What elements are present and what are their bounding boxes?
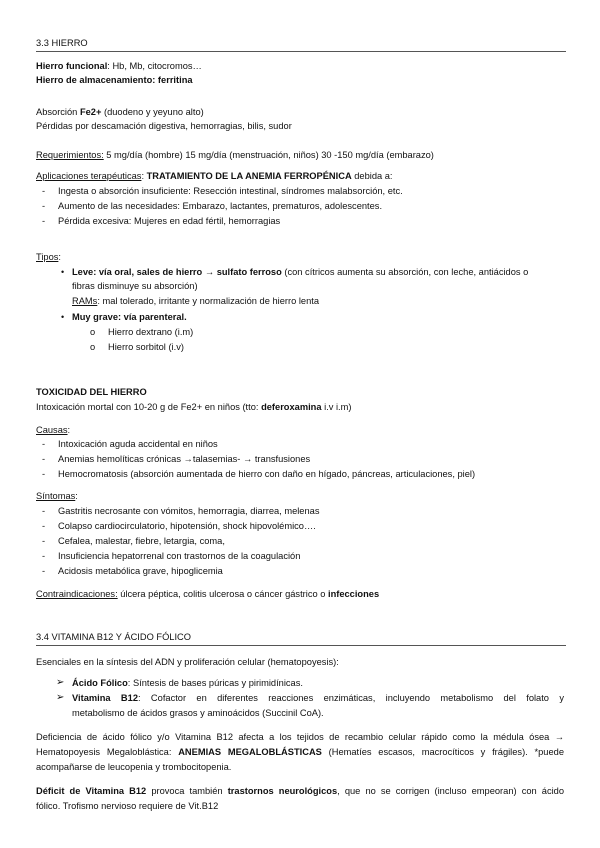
deficit-b12-bold2: trastornos neurológicos <box>227 786 338 796</box>
leve-text: (con cítricos aumenta su absorción, con leche, antiácidos o <box>281 267 529 277</box>
sintomas-label: Síntomas <box>36 491 76 501</box>
deficiencia-post: (Hematíes escasos, macrocíticos y frágiles). *puede <box>321 747 564 757</box>
contra-bold: infecciones <box>327 589 380 599</box>
perdidas-line: Pérdidas por descamación digestiva, hemorragias, bilis, sudor <box>36 121 292 131</box>
deficit-b12-line-1 <box>36 785 564 797</box>
list-item: Ingesta o absorción insuficiente: Resección intestinal, síndromes malabsorción, etc. <box>58 186 403 196</box>
list-item: Gastritis necrosante con vómitos, hemorragia, diarrea, melenas <box>58 506 320 516</box>
muy-grave-line <box>72 311 187 323</box>
causas-label: Causas <box>36 425 68 435</box>
aplicaciones-bold: TRATAMIENTO DE LA ANEMIA FERROPÉNICA <box>146 171 352 181</box>
dash-marker: - <box>42 536 46 546</box>
list-item: Aumento de las necesidades: Embarazo, lactantes, prematuros, adolescentes. <box>58 201 383 211</box>
muy-grave-text: Muy grave: vía parenteral. <box>72 312 187 322</box>
aplicaciones-line <box>36 170 393 182</box>
list-item: Pérdida excesiva: Mujeres en edad fértil, hemorragias <box>58 216 281 226</box>
causas-line: Causas: <box>36 425 71 435</box>
circle-bullet-icon: o <box>90 327 96 337</box>
contraindicaciones-line <box>36 588 379 600</box>
section-title-hierro: 3.3 HIERRO <box>36 38 88 48</box>
absorcion-fe: Fe2+ <box>79 107 102 117</box>
dash-marker: - <box>42 216 46 226</box>
leve-bold: : vía oral, sales de hierro → sulfato ferroso <box>93 267 282 277</box>
requerimientos-label: Requerimientos: <box>36 150 104 160</box>
leve-label: Leve <box>72 267 94 277</box>
hierro-funcional-line <box>36 60 202 72</box>
deficiencia-line-2 <box>36 746 564 758</box>
deficiencia-pre: Hematopoyesis Megaloblástica: <box>36 747 179 757</box>
contra-text: úlcera péptica, colitis ulcerosa o cáncer gástrico o <box>117 589 328 599</box>
tipos-line: Tipos: <box>36 252 61 262</box>
hierro-funcional-text: : Hb, Mb, citocromos… <box>107 61 202 71</box>
dash-marker: - <box>42 566 46 576</box>
list-item: Cefalea, malestar, fiebre, letargia, coma, <box>58 536 225 546</box>
list-item: Colapso cardiocirculatorio, hipotensión, shock hipovolémico…. <box>58 521 316 531</box>
dash-marker: - <box>42 454 46 464</box>
deficit-b12-mid: provoca también <box>146 786 228 796</box>
vitamina-b12-line-2: metabolismo de ácidos grasos y aminoácidos (Succinil CoA). <box>72 708 324 718</box>
disc-bullet-icon: • <box>61 312 65 322</box>
rams-label: RAMs <box>72 296 98 306</box>
absorcion-post: (duodeno y yeyuno alto) <box>101 107 204 117</box>
requerimientos-line <box>36 149 434 161</box>
absorcion-line <box>36 106 204 118</box>
hierro-funcional-label: Hierro funcional <box>36 61 108 71</box>
tipos-label: Tipos <box>36 252 59 262</box>
vitamina-b12-text: : Cofactor en diferentes reacciones enzimáticas, incluyendo metabolismo del folato y <box>138 693 564 703</box>
intox-pre: Intoxicación mortal con 10-20 g de Fe2+ en niños (tto: <box>36 402 262 412</box>
acido-folico-line <box>72 677 303 689</box>
intox-bold: deferoxamina <box>261 402 322 412</box>
absorcion-pre: Absorción <box>36 107 80 117</box>
acido-folico-label: Ácido Fólico <box>72 678 128 688</box>
vitamina-b12-label: Vitamina B12 <box>72 693 138 703</box>
aplicaciones-post: debida a: <box>351 171 393 181</box>
dash-marker: - <box>42 506 46 516</box>
dash-marker: - <box>42 521 46 531</box>
rams-line <box>72 295 319 307</box>
deficiencia-bold: ANEMIAS MEGALOBLÁSTICAS <box>178 747 322 757</box>
list-item: Insuficiencia hepatorrenal con trastornos de la coagulación <box>58 551 301 561</box>
deficiencia-line-1: Deficiencia de ácido fólico y/o Vitamina B12 afecta a los tejidos de recambio celular rápido como la médula ósea → <box>36 732 564 742</box>
vitamina-b12-line <box>72 692 564 704</box>
toxicidad-title-text: TOXICIDAD DEL HIERRO <box>36 387 147 397</box>
hierro-almacenamiento-line <box>36 74 193 86</box>
list-item: Hemocromatosis (absorción aumentada de hierro con daño en hígado, páncreas, articulaciones, piel) <box>58 469 476 479</box>
deficiencia-line-3: acompañarse de leucopenia y trombocitopenia. <box>36 762 232 772</box>
acido-folico-text: : Síntesis de bases púricas y pirimidínicas. <box>127 678 303 688</box>
intoxicacion-line <box>36 401 351 413</box>
deficit-b12-post: , que no se corrigen (incluso empeoran) con ácido <box>337 786 565 796</box>
dash-marker: - <box>42 439 46 449</box>
requerimientos-text: 5 mg/día (hombre) 15 mg/día (menstruación, niños) 30 -150 mg/día (embarazo) <box>103 150 434 160</box>
hierro-almacenamiento-label: Hierro de almacenamiento: ferritina <box>36 75 193 85</box>
aplicaciones-label: Aplicaciones terapéuticas <box>36 171 142 181</box>
circle-bullet-icon: o <box>90 342 96 352</box>
dash-marker: - <box>42 201 46 211</box>
section-rule <box>36 645 566 646</box>
toxicidad-title <box>36 386 147 398</box>
list-item: Hierro dextrano (i.m) <box>108 327 194 337</box>
dash-marker: - <box>42 551 46 561</box>
section-title-vitamina: 3.4 VITAMINA B12 Y ÁCIDO FÓLICO <box>36 632 192 642</box>
deficit-b12-line-2: fólico. Trofismo nervioso requiere de Vit.B12 <box>36 801 219 811</box>
aplicaciones-colon: : <box>141 171 147 181</box>
rams-text: : mal tolerado, irritante y normalización de hierro lenta <box>97 296 319 306</box>
esenciales-line: Esenciales en la síntesis del ADN y proliferación celular (hematopoyesis): <box>36 657 339 667</box>
deficit-b12-bold: Déficit de Vitamina B12 <box>36 786 147 796</box>
contra-label: Contraindicaciones: <box>36 589 118 599</box>
section-rule <box>36 51 566 52</box>
leve-line-2: fibras disminuye su absorción) <box>72 281 198 291</box>
leve-line <box>72 266 528 278</box>
sintomas-line: Síntomas: <box>36 491 78 501</box>
arrow-bullet-icon: ➢ <box>56 677 65 688</box>
list-item: Hierro sorbitol (i.v) <box>108 342 184 352</box>
list-item: Anemias hemolíticas crónicas →talasemias- → transfusiones <box>58 454 311 464</box>
list-item: Intoxicación aguda accidental en niños <box>58 439 218 449</box>
dash-marker: - <box>42 186 46 196</box>
list-item: Acidosis metabólica grave, hipoglicemia <box>58 566 223 576</box>
dash-marker: - <box>42 469 46 479</box>
intox-post: i.v i.m) <box>321 402 352 412</box>
arrow-bullet-icon: ➢ <box>56 692 65 703</box>
disc-bullet-icon: • <box>61 267 65 277</box>
